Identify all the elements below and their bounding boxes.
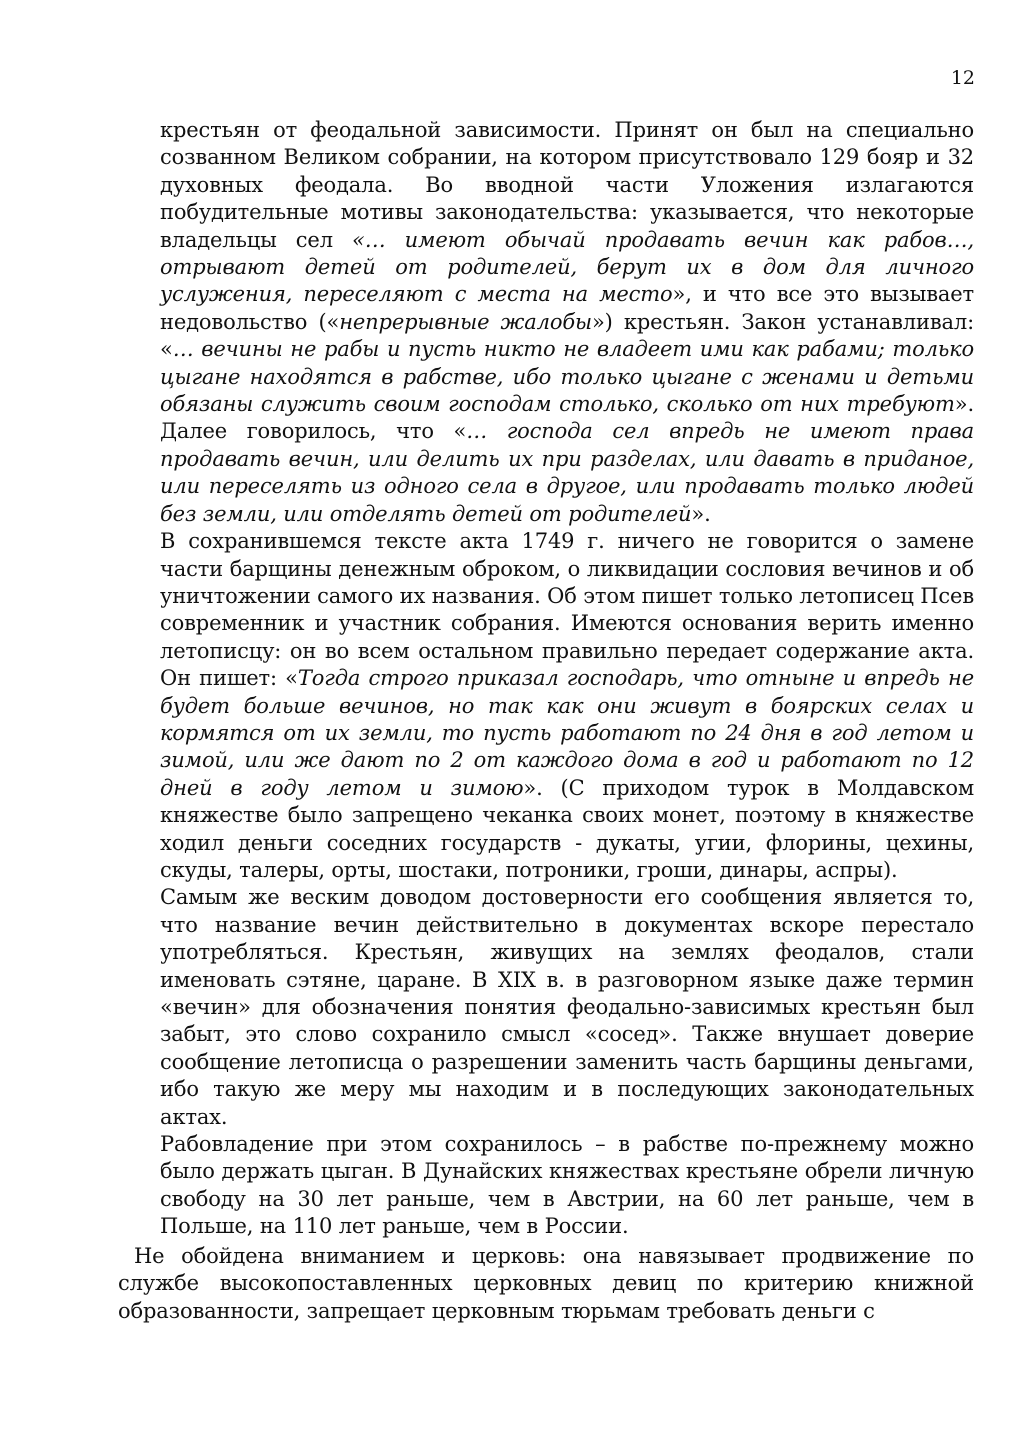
final-text-block: [118, 1243, 974, 1325]
paragraph-1: крестьян от феодальной зависимости. Принят он был на специально созванном Великом собрании, на котором присутствовало 129 бояр и 32 духовных феодала. Во вводной части Уложения излагаются побудительные мотивы законодательства: указывается, что некоторые владельцы сел «… имеют обычай продавать вечин как рабов…, отрывают детей от родителей, берут их в дом для личного услужения, переселяют с места на место», и что все это вызывает недовольство («непрерывные жалобы») крестьян. Закон устанавливал: «… вечины не рабы и пусть никто не владеет ими как рабами; только цыгане находятся в рабстве, ибо только цыгане с женами и детьми обязаны служить своим господам столько, сколько от них требуют». Далее говорилось, что «… господа сел впредь не имеют права продавать вечин, или делить их при разделах, или давать в приданое, или переселять из одного села в другое, или продавать только людей без земли, или отделять детей от родителей».: [160, 118, 975, 526]
paragraph-4: Рабовладение при этом сохранилось – в рабстве по-прежнему можно было держать цыган. В Дунайских княжествах крестьяне обрели личную свободу на 30 лет раньше, чем в Австрии, на 60 лет раньше, чем в Польше, на 110 лет раньше, чем в России.: [160, 1132, 974, 1239]
quote-italic: «… имеют обычай продавать вечин как рабов…, отрывают детей от родителей, берут их в дом для личного услужения, переселяют с места на место: [160, 227, 974, 307]
paragraph-5: Не обойдена вниманием и церковь: она навязывает продвижение по службе высокопоставленных церковных девиц по критерию книжной образованности, запрещает церковным тюрьмам требовать деньги с: [118, 1244, 974, 1323]
quote-italic: непрерывные жалобы: [339, 309, 592, 334]
quote-italic: … вечины не рабы и пусть никто не владеет ими как рабами; только цыгане находятся в рабстве, ибо только цыгане с женами и детьми обязаны служить своим господам столько, сколько от них требуют: [160, 337, 974, 417]
paragraph-2: В сохранившемся тексте акта 1749 г. ничего не говорится о замене части барщины денежным оброком, о ликвидации сословия вечинов и об уничтожении самого их названия. Об этом пишет только летописец Псев современник и участник собрания. Имеются основания верить именно летописцу: он во всем остальном правильно передает содержание акта. Он пишет: «Тогда строго приказал господарь, что отныне и впредь не будет больше вечинов, но так как они живут в боярских селах и кормятся от их земли, то пусть работают по 24 дня в год летом и зимой, или же дают по 2 от каждого дома в год и работают по 12 дней в году летом и зимою». (С приходом турок в Молдавском княжестве было запрещено чеканка своих монет, поэтому в княжестве ходил деньги соседних государств - дукаты, угии, флорины, цехины, скуды, талеры, орты, шостаки, потроники, гроши, динары, аспры).: [160, 529, 974, 882]
page-number: 12: [950, 67, 975, 89]
main-text-block: [160, 117, 974, 1241]
quote-italic: Тогда строго приказал господарь, что отныне и впредь не будет больше вечинов, но так как они живут в боярских селах и кормятся от их земли, то пусть работают по 24 дня в год летом и зимой, или же дают по 2 от каждого дома в год и работают по 12 дней в году летом и зимою: [160, 666, 974, 800]
paragraph-3: Самым же веским доводом достоверности его сообщения является то, что название вечин действительно в документах вскоре перестало употребляться. Крестьян, живущих на землях феодалов, стали именовать сэтяне, царане. В XIX в. в разговорном языке даже термин «вечин» для обозначения понятия феодально-зависимых крестьян был забыт, это слово сохранило смысл «сосед». Также внушает доверие сообщение летописца о разрешении заменить часть барщины деньгами, ибо такую же меру мы находим и в последующих законодательных актах.: [160, 885, 974, 1129]
quote-italic: … господа сел впредь не имеют права продавать вечин, или делить их при разделах, или давать в приданое, или переселять из одного села в другое, или продавать только людей без земли, или отделять детей от родителей: [160, 419, 975, 526]
